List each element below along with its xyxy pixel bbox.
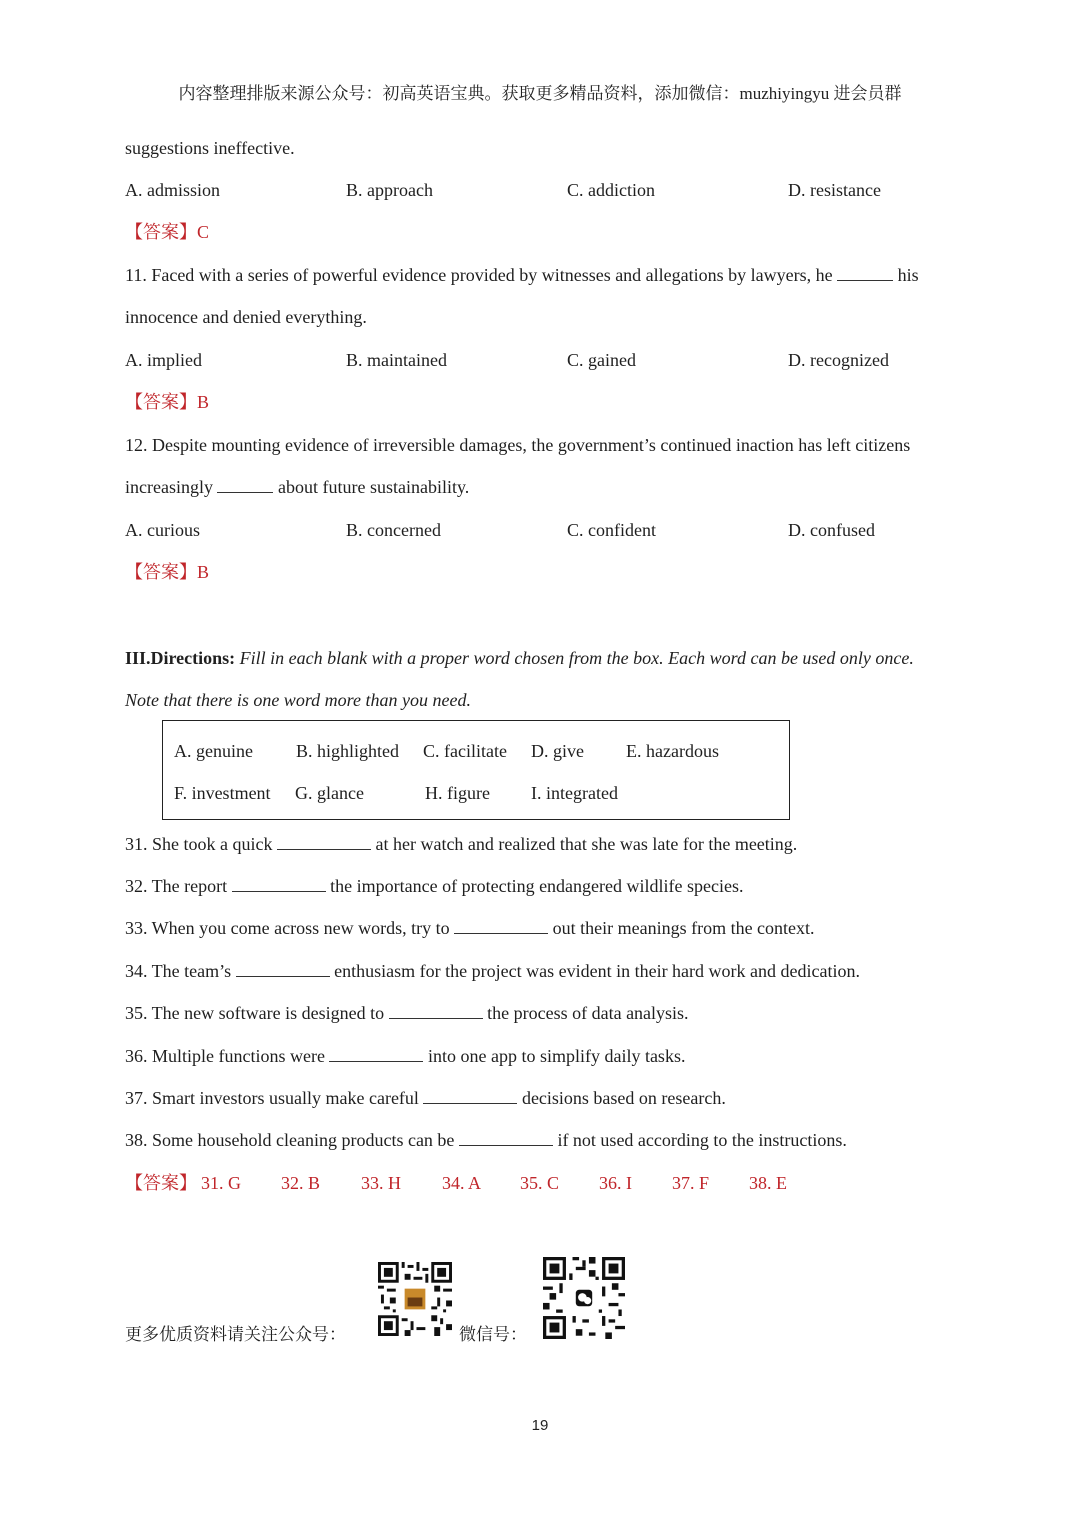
question-text: at her watch and realized that she was late for the meeting. bbox=[375, 834, 798, 854]
q11-option-d: D. recognized bbox=[788, 350, 889, 370]
word-i: I. integrated bbox=[531, 783, 618, 803]
answer-35: 35. C bbox=[520, 1173, 560, 1193]
answer-38: 38. E bbox=[749, 1173, 787, 1193]
answer-value: B bbox=[197, 562, 210, 582]
answer-37: 37. F bbox=[672, 1173, 710, 1193]
word-c: C. facilitate bbox=[423, 741, 507, 761]
word-g: G. glance bbox=[295, 783, 364, 803]
answer-value: B bbox=[197, 392, 210, 412]
question-text: the process of data analysis. bbox=[487, 1003, 689, 1023]
question-text: out their meanings from the context. bbox=[552, 918, 815, 938]
word-a: A. genuine bbox=[174, 741, 253, 761]
official-account-qr-code bbox=[378, 1262, 452, 1336]
question-32 bbox=[125, 874, 743, 898]
answer-blank bbox=[217, 477, 273, 493]
question-text: 31. She took a quick bbox=[125, 834, 273, 854]
word-d: D. give bbox=[531, 741, 584, 761]
q12-line2 bbox=[125, 475, 469, 499]
answer-tag: 【答案】 bbox=[125, 1173, 197, 1193]
answer-blank bbox=[837, 265, 893, 281]
q12-text-start: increasingly bbox=[125, 477, 213, 497]
q12-text-end: about future sustainability. bbox=[277, 477, 470, 497]
q12-option-d: D. confused bbox=[788, 520, 875, 540]
q12-option-c: C. confident bbox=[567, 520, 656, 540]
word-e: E. hazardous bbox=[626, 741, 719, 761]
q12-option-b: B. concerned bbox=[346, 520, 441, 540]
q11-line1 bbox=[125, 263, 919, 287]
q10-option-d: D. resistance bbox=[788, 180, 881, 200]
answer-blank bbox=[329, 1046, 423, 1062]
answer-34: 34. A bbox=[442, 1173, 482, 1193]
answer-blank bbox=[277, 834, 371, 850]
answer-blank bbox=[454, 918, 548, 934]
section3-instruction2: Note that there is one word more than you need. bbox=[125, 690, 471, 710]
answer-32: 32. B bbox=[281, 1173, 321, 1193]
question-text: into one app to simplify daily tasks. bbox=[427, 1046, 686, 1066]
answer-blank bbox=[459, 1130, 553, 1146]
question-35 bbox=[125, 1001, 689, 1025]
word-h: H. figure bbox=[425, 783, 490, 803]
question-text: 32. The report bbox=[125, 876, 228, 896]
section3-instruction1: Fill in each blank with a proper word chosen from the box. Each word can be used only once. bbox=[239, 648, 914, 668]
word-f: F. investment bbox=[174, 783, 271, 803]
question-31 bbox=[125, 832, 797, 856]
answer-36: 36. I bbox=[599, 1173, 632, 1193]
answer-33: 33. H bbox=[361, 1173, 401, 1193]
answer-tag: 【答案】 bbox=[125, 392, 197, 412]
answer-blank bbox=[389, 1003, 483, 1019]
q10-answer bbox=[125, 220, 209, 244]
q12-options bbox=[125, 518, 925, 542]
answers-31-38 bbox=[125, 1171, 885, 1195]
answer-blank bbox=[232, 876, 326, 892]
q11-option-b: B. maintained bbox=[346, 350, 447, 370]
q10-option-b: B. approach bbox=[346, 180, 433, 200]
word-b: B. highlighted bbox=[296, 741, 399, 761]
q10-options bbox=[125, 178, 925, 202]
q12-answer bbox=[125, 560, 209, 584]
question-37 bbox=[125, 1086, 726, 1110]
question-text: 37. Smart investors usually make careful bbox=[125, 1088, 419, 1108]
q11-line2: innocence and denied everything. bbox=[125, 307, 367, 327]
q11-text: 11. Faced with a series of powerful evidence provided by witnesses and allegations by lawyers, he bbox=[125, 265, 833, 285]
question-text: enthusiasm for the project was evident in their hard work and dedication. bbox=[334, 961, 860, 981]
answer-tag: 【答案】 bbox=[125, 222, 197, 242]
question-36 bbox=[125, 1044, 685, 1068]
q11-option-a: A. implied bbox=[125, 350, 202, 370]
answer-tag: 【答案】 bbox=[125, 562, 197, 582]
question-text: 36. Multiple functions were bbox=[125, 1046, 325, 1066]
q12-line1: 12. Despite mounting evidence of irreversible damages, the government’s continued inaction has left citizens bbox=[125, 435, 911, 455]
question-text: decisions based on research. bbox=[521, 1088, 726, 1108]
answer-value: C bbox=[197, 222, 210, 242]
q11-text-end: his bbox=[897, 265, 919, 285]
q10-tail: suggestions ineffective. bbox=[125, 138, 295, 158]
answer-blank bbox=[423, 1088, 517, 1104]
q10-option-c: C. addiction bbox=[567, 180, 655, 200]
question-34 bbox=[125, 959, 860, 983]
question-text: the importance of protecting endangered wildlife species. bbox=[330, 876, 744, 896]
question-38 bbox=[125, 1128, 847, 1152]
page-number: 19 bbox=[531, 1417, 549, 1434]
q12-option-a: A. curious bbox=[125, 520, 200, 540]
section3-label: III.Directions: bbox=[125, 648, 236, 668]
answer-blank bbox=[236, 961, 330, 977]
question-text: 34. The team’s bbox=[125, 961, 232, 981]
word-box-row2 bbox=[174, 781, 774, 805]
question-33 bbox=[125, 916, 815, 940]
question-text: 38. Some household cleaning products can be bbox=[125, 1130, 455, 1150]
word-box bbox=[162, 720, 790, 820]
question-text: 33. When you come across new words, try to bbox=[125, 918, 450, 938]
answer-31: 31. G bbox=[201, 1173, 241, 1193]
page-header: 内容整理排版来源公众号：初高英语宝典。获取更多精品资料，添加微信：muzhiyingyu 进会员群 bbox=[178, 84, 902, 103]
q11-answer bbox=[125, 390, 209, 414]
question-text: 35. The new software is designed to bbox=[125, 1003, 385, 1023]
q11-options bbox=[125, 348, 925, 372]
wechat-qr-code bbox=[543, 1257, 625, 1339]
word-box-row1 bbox=[174, 739, 774, 763]
follow-text: 更多优质资料请关注公众号： bbox=[125, 1325, 346, 1344]
q10-option-a: A. admission bbox=[125, 180, 221, 200]
section3-directions bbox=[125, 646, 914, 670]
question-text: if not used according to the instructions. bbox=[557, 1130, 847, 1150]
q11-option-c: C. gained bbox=[567, 350, 636, 370]
wechat-text: 微信号： bbox=[459, 1325, 527, 1344]
